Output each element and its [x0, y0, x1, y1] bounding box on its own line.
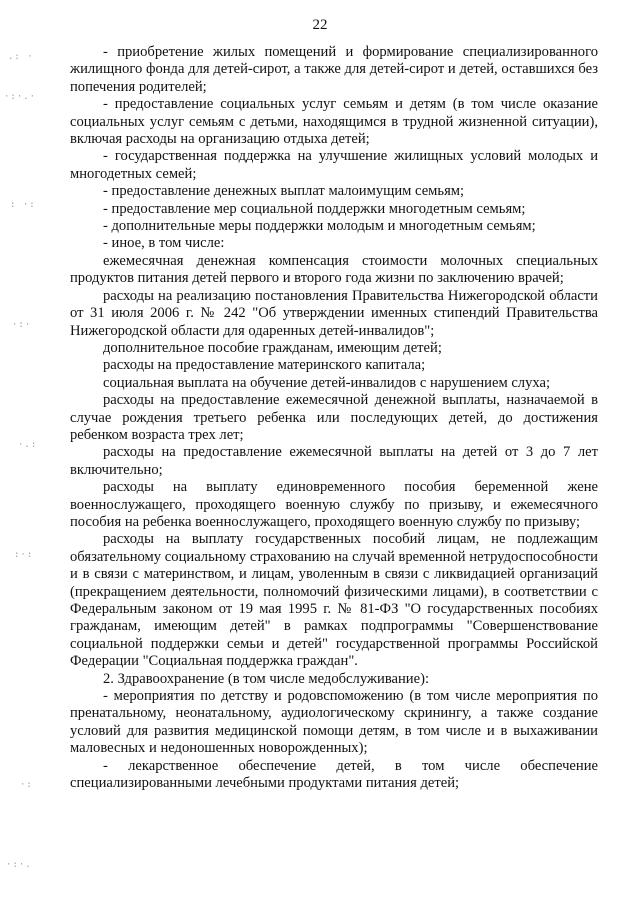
- paragraph: социальная выплата на обучение детей-инвалидов с нарушением слуха;: [103, 374, 551, 391]
- paragraph: расходы на реализацию постановления Правительства Нижегородской области от 31 июля 2006 г. № 242 "Об утверждении именных стипендий Правительства Нижегородской области для одаренных детей-инвалидов";: [70, 287, 598, 339]
- paragraph: расходы на выплату единовременного пособия беременной жене военнослужащего, проходящего военную службу по призыву, и ежемесячного пособия на ребенка военнослужащего, проходящего военную службу по призыву;: [70, 479, 598, 530]
- paragraph: - лекарственное обеспечение детей, в том числе обеспечение специализированными лечебными продуктами питания детей;: [70, 757, 598, 792]
- paragraph: расходы на предоставление ежемесячной выплаты на детей от 3 до 7 лет включительно;: [70, 444, 598, 478]
- paragraph: - государственная поддержка на улучшение жилищных условий молодых и многодетных семей;: [70, 148, 598, 182]
- paragraph: - мероприятия по детству и родовспоможению (в том числе мероприятия по пренатальному, неонатальному, аудиологическому скринингу, а также создание условий для развития медицинской помощи детям, в том числе и в выхаживании маловесных и недоношенных новорожденных);: [70, 688, 598, 757]
- paragraph: дополнительное пособие гражданам, имеющим детей;: [103, 339, 442, 356]
- paragraph: расходы на предоставление материнского капитала;: [103, 357, 426, 374]
- paragraph: - предоставление мер социальной поддержки многодетным семьям;: [103, 200, 526, 217]
- page-number: 22: [312, 17, 328, 33]
- paragraph: расходы на предоставление ежемесячной денежной выплаты, назначаемой в случае рождения третьего ребенка или последующих детей, до достижения ребенком возраста трех лет;: [70, 392, 598, 443]
- scan-noise: ·:: [20, 780, 33, 790]
- scan-noise: ·:·: [12, 320, 32, 330]
- scan-noise: ·:·.: [6, 860, 32, 870]
- scan-noise: : ·:: [10, 200, 36, 210]
- paragraph: - иное, в том числе:: [103, 235, 225, 252]
- scan-noise: .: ·: [8, 52, 34, 62]
- document-body: [70, 44, 598, 792]
- paragraph: ежемесячная денежная компенсация стоимости молочных специальных продуктов питания детей первого и второго года жизни по заключению врачей;: [70, 252, 598, 287]
- paragraph: - дополнительные меры поддержки молодым и многодетным семьям;: [103, 218, 536, 235]
- section-heading: 2. Здравоохранение (в том числе медобслуживание):: [103, 670, 429, 687]
- scan-noise: :·:: [14, 550, 34, 560]
- paragraph: расходы на выплату государственных пособий лицам, не подлежащим обязательному социальному страхованию на случай временной нетрудоспособности и в связи с материнством, и лицам, уволенным в связи с ликвидацией организаций (прекращением деятельности, полномочий физическими лицами), в соответствии с Федеральным законом от 19 мая 1995 г. № 81-ФЗ "О государственных пособиях гражданам, имеющим детей" в рамках подпрограммы "Совершенствование социальной поддержки семьи и детей" государственной программы Российской Федерации "Социальная поддержка граждан".: [70, 531, 598, 670]
- paragraph: - предоставление социальных услуг семьям и детям (в том числе оказание социальных услуг семьям с детьми, находящимся в трудной жизненной ситуации), включая расходы на организацию отдыха детей;: [70, 96, 598, 148]
- paragraph: - предоставление денежных выплат малоимущим семьям;: [103, 183, 465, 200]
- scan-noise: ·:·.·: [4, 92, 37, 102]
- paragraph: - приобретение жилых помещений и формирование специализированного жилищного фонда для детей-сирот, а также для детей-сирот и детей, оставшихся без попечения родителей;: [70, 44, 598, 95]
- scan-noise: ·.:: [18, 440, 38, 450]
